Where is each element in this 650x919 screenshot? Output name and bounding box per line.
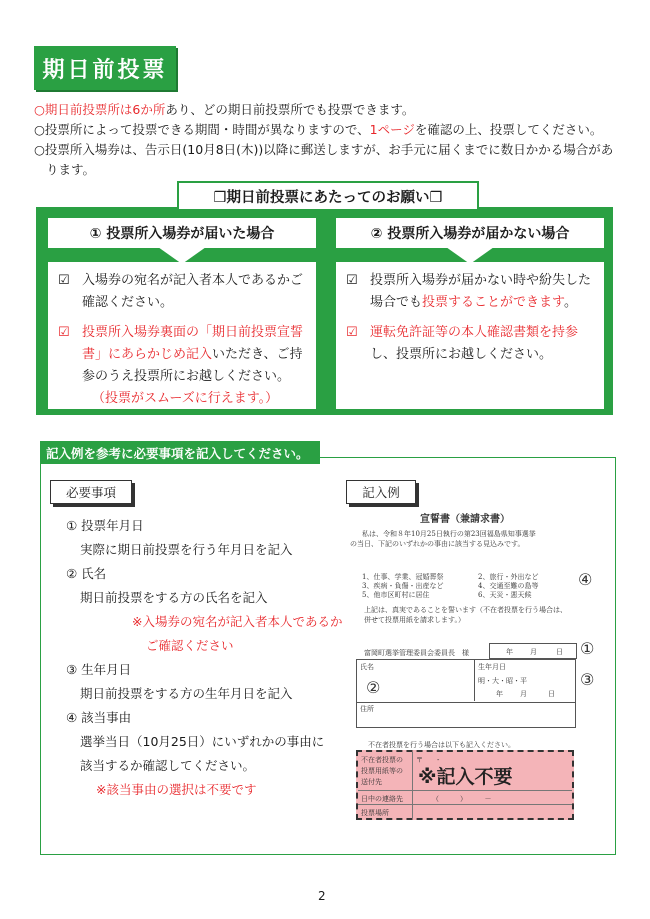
marker-1: ① <box>580 639 595 658</box>
reason: 4、交通至難の島等 <box>478 582 539 590</box>
name-label: 氏名 <box>360 663 374 671</box>
birth-year: 年 <box>496 690 503 698</box>
checkbox-icon: ☑ <box>58 325 70 340</box>
req-item-head: ③ 生年月日 <box>66 662 132 677</box>
item-rest: し、投票所にお越しください。 <box>370 347 553 362</box>
checkbox-icon: ☑ <box>346 273 358 288</box>
date-year: 年 <box>506 648 513 656</box>
divider <box>474 659 475 701</box>
intro-line-3: ○投票所入場券は、告示日(10月8日(木))以降に郵送しますが、お手元に届くまでに数日かかる場合があ <box>34 142 614 157</box>
req-item-head: ① 投票年月日 <box>66 518 144 533</box>
intro-text: を確認の上、投票してください。 <box>414 122 603 137</box>
reason-list <box>362 573 562 600</box>
check-item <box>58 322 306 410</box>
item-highlight: 運転免許証等の本人確認書類を持参 <box>370 325 579 340</box>
birth-month: 月 <box>520 690 527 698</box>
reason: 1、仕事、学業、冠婚葬祭 <box>362 573 444 581</box>
address-label: 住所 <box>360 705 374 713</box>
item-text <box>370 322 594 366</box>
form-para: 私は、令和８年10月25日執行の第23回福島県知事選挙 <box>362 530 536 538</box>
req-item-body: 該当するか確認してください。 <box>80 758 256 773</box>
right-column-box <box>336 262 604 409</box>
absentee-label: 投票用紙等の <box>361 767 403 775</box>
intro-highlight: ○期日前投票所は6か所 <box>34 102 166 117</box>
declare-line: 併せて投票用紙を請求します。） <box>364 616 465 624</box>
absentee-note: 不在者投票を行う場合は以下も記入ください。 <box>368 741 515 749</box>
right-column-title: ② 投票所入場券が届かない場合 <box>336 218 604 248</box>
absentee-label: 不在者投票の <box>361 756 403 764</box>
intro-line-1 <box>34 100 634 120</box>
committee-label: 富岡町選挙管理委員会委員長 様 <box>364 649 469 657</box>
reason: 6、天災・悪天候 <box>478 591 532 599</box>
example-tag: 記入例 <box>346 480 416 504</box>
divider <box>358 790 572 791</box>
guide-title: 記入例を参考に必要事項を記入してください。 <box>40 441 320 464</box>
item-rest: いただき、ご持参のうえ投票所にお越しください。 <box>82 347 303 384</box>
item-text: 入場券の宛名が記入者本人であるかご確認ください。 <box>82 273 304 310</box>
required-tag: 必要事項 <box>50 480 132 504</box>
check-item <box>346 270 594 314</box>
check-item <box>346 322 594 366</box>
marker-3: ③ <box>580 670 595 689</box>
request-heading: ❒期日前投票にあたってのお願い❒ <box>177 181 479 211</box>
address-box <box>356 701 576 728</box>
left-column-box <box>48 262 316 409</box>
req-item-body: 期日前投票をする方の氏名を記入 <box>80 590 268 605</box>
birth-label: 生年月日 <box>478 663 506 671</box>
intro-text: あり、どの期日前投票所でも投票できます。 <box>165 102 415 117</box>
item-note: （投票がスムーズに行えます。） <box>92 391 279 406</box>
form-para: の当日、下記のいずれかの事由に該当する見込みです。 <box>350 540 525 548</box>
marker-2: ② <box>366 678 381 697</box>
era-options: 明・大・昭・平 <box>478 677 527 685</box>
req-item-note: ※該当事由の選択は不要です <box>96 782 257 797</box>
req-item-head: ② 氏名 <box>66 566 107 581</box>
absentee-labels <box>361 755 403 788</box>
birth-day: 日 <box>548 690 555 698</box>
req-item-body: 選挙当日（10月25日）にいずれかの事由に <box>80 734 325 749</box>
reason: 2、旅行・外出など <box>478 573 539 581</box>
sample-form <box>350 510 600 549</box>
divider <box>358 804 572 805</box>
item-post: 。 <box>563 295 577 310</box>
required-list <box>66 514 346 802</box>
reason: 3、疾病・負傷・出産など <box>362 582 444 590</box>
checkbox-icon: ☑ <box>346 325 358 340</box>
intro-text: ○投票所によって投票できる期間・時間が異なりますので、 <box>34 122 370 137</box>
item-text <box>82 322 306 410</box>
date-month: 月 <box>530 648 537 656</box>
check-item <box>58 270 306 314</box>
checkbox-icon: ☑ <box>58 273 70 288</box>
req-item-head: ④ 該当事由 <box>66 710 132 725</box>
intro-line-4: ります。 <box>46 162 96 177</box>
req-item-body: 期日前投票をする方の生年月日を記入 <box>80 686 293 701</box>
declare-line: 上記は、真実であることを誓います（不在者投票を行う場合は、 <box>364 606 567 614</box>
absentee-label: 送付先 <box>361 778 382 786</box>
item-pre: 投票所入場券が届かない時や紛失した場合でも <box>370 273 592 310</box>
absentee-label: 投票場所 <box>361 809 389 817</box>
absentee-label: 日中の連絡先 <box>361 795 403 803</box>
req-item-note: ※入場券の宛名が記入者本人であるか <box>132 614 343 629</box>
item-highlight: 投票することができます <box>422 295 564 310</box>
req-item-note: ご確認ください <box>146 638 234 653</box>
form-title: 宣誓書（兼請求書） <box>420 514 510 525</box>
date-day: 日 <box>556 648 563 656</box>
page-title: 期日前投票 <box>34 46 176 90</box>
postal-mark: 〒 - <box>416 756 440 764</box>
left-column-title: ① 投票所入場券が届いた場合 <box>48 218 316 248</box>
intro-highlight: 1ページ <box>369 122 415 137</box>
phone-format: （ ） － <box>432 795 492 803</box>
item-text <box>370 270 594 314</box>
marker-4: ④ <box>578 570 593 589</box>
req-item-body: 実際に期日前投票を行う年月日を記入 <box>80 542 293 557</box>
intro-line-2 <box>34 120 634 140</box>
not-required-stamp: ※記入不要 <box>418 766 513 788</box>
page-number: 2 <box>318 889 326 903</box>
name-birth-box <box>356 659 576 703</box>
form-declaration <box>364 605 594 625</box>
divider <box>412 752 413 818</box>
item-highlight: 投票所入場券裏面の「期日前投票宣誓書」にあらかじめ記入 <box>82 325 304 362</box>
reason: 5、他市区町村に居住 <box>362 591 430 599</box>
